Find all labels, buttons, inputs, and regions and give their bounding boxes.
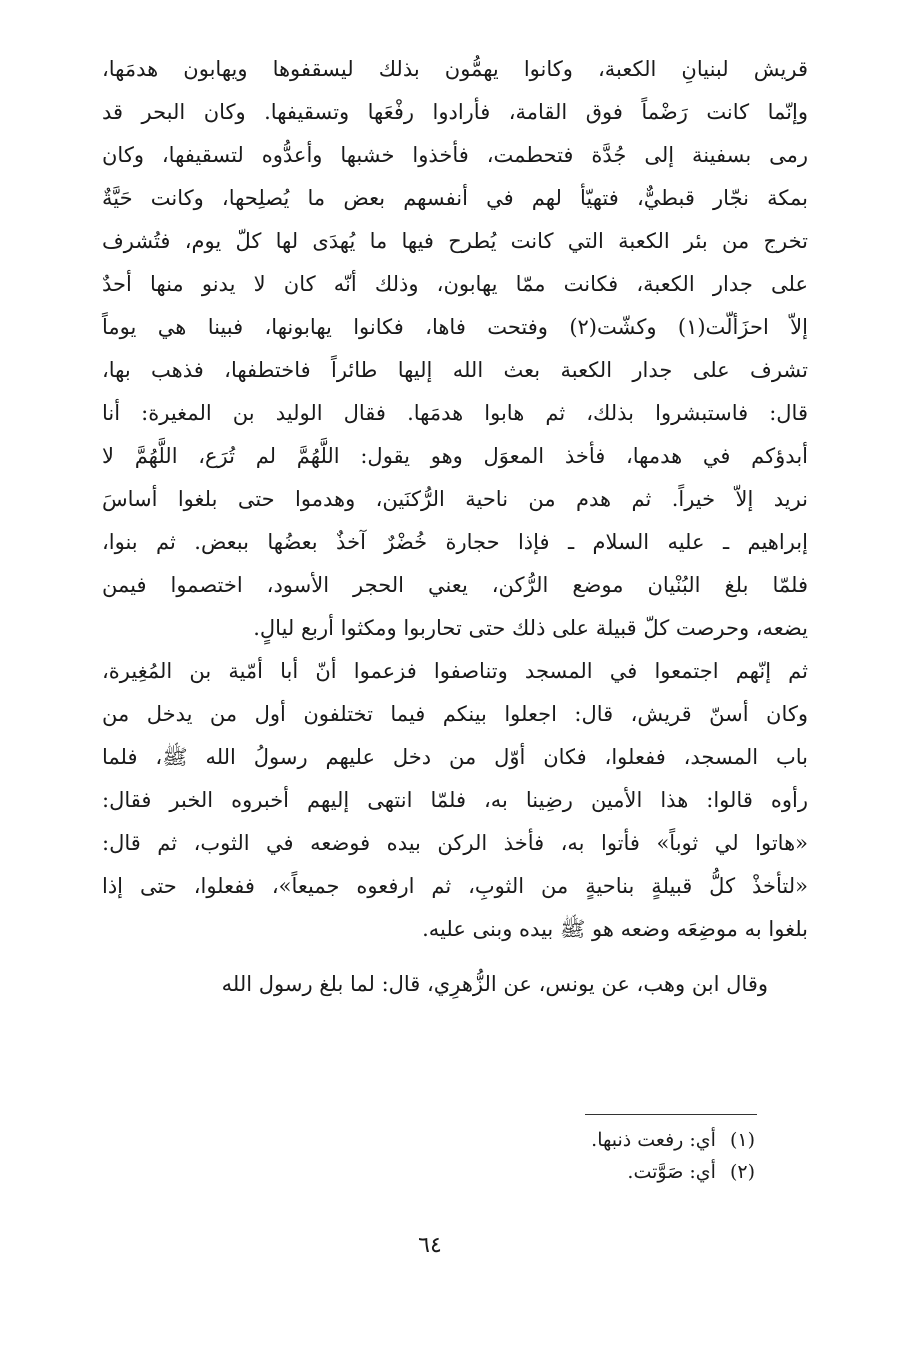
footnote-text: أي: صَوَّتت. [627, 1161, 716, 1183]
footnote-divider [585, 1114, 757, 1115]
footnote [400, 1156, 755, 1188]
text-line: وكان أسنّ قريش، قال: اجعلوا بينكم فيما تختلفون أول من يدخل من [102, 702, 808, 726]
text-line: تخرج من بئر الكعبة التي كانت يُطرح فيها ما يُهدَى لها كلّ يوم، فتُشرف [102, 229, 808, 253]
main-text-block [102, 48, 808, 1006]
text-line: إلاّ احزَألّت(١) وكشّت(٢) وفتحت فاها، فكانوا يهابونها، فبينا هي يوماً [102, 315, 808, 339]
footnote-number: (٢) [729, 1161, 755, 1183]
text-line: بمكة نجّار قبطيٌّ، فتهيّأ لهم في أنفسهم بعض ما يُصلِحها، وكانت حَيَّةٌ [102, 186, 808, 210]
text-line: «هاتوا لي ثوباً» فأتوا به، فأخذ الركن بيده فوضعه في الثوب، ثم قال: [102, 831, 808, 855]
text-line: رمى بسفينة إلى جُدَّة فتحطمت، فأخذوا خشبها وأعدُّوه لتسقيفها، وكان [102, 143, 808, 167]
text-line: فلمّا بلغ البُنْيان موضع الرُّكن، يعني الحجر الأسود، اختصموا فيمن [102, 573, 808, 597]
text-line: تشرف على جدار الكعبة بعث الله إليها طائراً فاختطفها، فذهب بها، [102, 358, 808, 382]
page-number: ٦٤ [418, 1233, 442, 1258]
text-line: يضعه، وحرصت كلّ قبيلة على ذلك حتى تحاربوا ومكثوا أربع ليالٍ. [253, 616, 808, 640]
text-line: وقال ابن وهب، عن يونس، عن الزُّهرِي، قال: لما بلغ رسول الله [221, 972, 768, 996]
text-line: أبدؤكم في هدمها، فأخذ المعوَل وهو يقول: اللَّهُمَّ لم تُرَع، اللَّهُمَّ لا [102, 444, 808, 468]
text-line: ثم إنّهم اجتمعوا في المسجد وتناصفوا فزعموا أنّ أبا أمّية بن المُغِيرة، [102, 659, 808, 683]
text-line: بلغوا به موضِعَه وضعه هو ﷺ بيده وبنى عليه. [422, 917, 808, 941]
text-line: قال: فاستبشروا بذلك، ثم هابوا هدمَها. فقال الوليد بن المغيرة: أنا [102, 401, 808, 425]
footnote [400, 1124, 755, 1156]
text-line: على جدار الكعبة، فكانت ممّا يهابون، وذلك أنّه كان لا يدنو منها أحدٌ [102, 272, 808, 296]
text-line: قريش لبنيانِ الكعبة، وكانوا يهمُّون بذلك ليسقفوها ويهابون هدمَها، [102, 57, 808, 81]
text-line: رأوه قالوا: هذا الأمين رضِينا به، فلمّا انتهى إليهم أخبروه الخبر فقال: [102, 788, 808, 812]
text-line: وإنّما كانت رَضْماً فوق القامة، فأرادوا رفْعَها وتسقيفها. وكان البحر قد [102, 100, 808, 124]
text-line: باب المسجد، ففعلوا، فكان أوّل من دخل عليهم رسولُ الله ﷺ، فلما [102, 745, 808, 769]
footnote-text: أي: رفعت ذنبها. [591, 1129, 716, 1151]
paragraph-gap [102, 951, 808, 963]
footnote-number: (١) [729, 1129, 755, 1151]
footnotes [400, 1124, 755, 1188]
text-line: نريد إلاّ خيراً. ثم هدم من ناحية الرُّكنَين، وهدموا حتى بلغوا أساسَ [102, 487, 808, 511]
text-line: «لتأخذْ كلُّ قبيلةٍ بناحيةٍ من الثوبِ، ثم ارفعوه جميعاً»، ففعلوا، حتى إذا [102, 874, 808, 898]
text-line: إبراهيم ـ عليه السلام ـ فإذا حجارة خُضْرٌ آخذٌ بعضُها ببعض. ثم بنوا، [102, 530, 808, 554]
